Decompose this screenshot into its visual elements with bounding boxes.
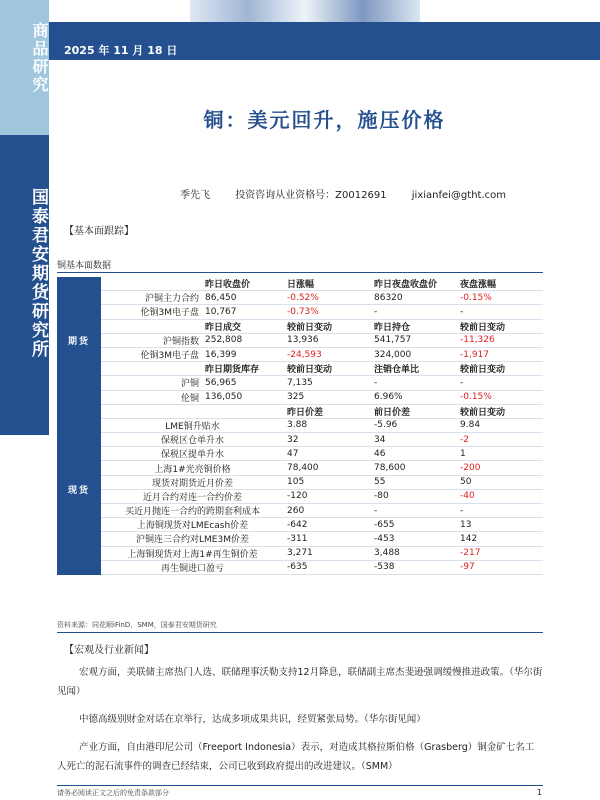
report-title: 铜：美元回升，施压价格 [203, 108, 446, 132]
table-cell: - [371, 376, 457, 390]
table-cell: -538 [371, 560, 457, 574]
news-paragraph-industry: 产业方面，自由港印尼公司（Freeport Indonesia）表示，对造成其格拉斯伯格（Grasberg）铜金矿七名工人死亡的泥石流事件的调查已经结束，公司已收到政府提出的改进建议。（SMM） [57, 742, 535, 772]
sidebar-bottom-label: 国泰君安期货研究所 [28, 188, 48, 359]
column-header: 较前日变动 [457, 319, 543, 333]
table-row [57, 418, 543, 432]
section-rule [57, 632, 543, 633]
table-cell: 324,000 [371, 347, 457, 361]
row-label [101, 277, 202, 291]
table-cell: 46 [371, 447, 457, 461]
row-label: 上海1#光亮铜价格 [101, 461, 284, 475]
table-row [57, 532, 543, 546]
column-header: 昨日持仓 [371, 319, 457, 333]
table-row [57, 333, 543, 347]
table-row [57, 447, 543, 461]
author-line [180, 186, 528, 201]
table-row [57, 518, 543, 532]
table-cell: -0.52% [284, 291, 371, 305]
table-cell: 142 [457, 532, 543, 546]
row-label: 上海铜现货对上海1#再生铜价差 [101, 546, 284, 560]
table-row [57, 433, 543, 447]
column-header: 较前日变动 [457, 362, 543, 376]
table-cell: 3,488 [371, 546, 457, 560]
table-cell: 136,050 [202, 390, 284, 404]
table-cell: -311 [284, 532, 371, 546]
column-header: 昨日成交 [202, 319, 284, 333]
table-cell: -24,593 [284, 347, 371, 361]
sidebar [0, 0, 49, 800]
row-label: 上海铜现货对LMEcash价差 [101, 518, 284, 532]
table-cell: 34 [371, 433, 457, 447]
table-cell: 16,399 [202, 347, 284, 361]
table-cell: 1 [457, 447, 543, 461]
table-cell: -5.96 [371, 418, 457, 432]
table-row [57, 305, 543, 319]
row-label: 伦铜3M电子盘 [101, 347, 202, 361]
table-cell: 32 [284, 433, 371, 447]
table-cell: 10,767 [202, 305, 284, 319]
row-label: 保税区提单升水 [101, 447, 284, 461]
table-cell: 6.96% [371, 390, 457, 404]
row-label: 保税区仓单升水 [101, 433, 284, 447]
table-cell: -0.15% [457, 291, 543, 305]
report-date: 2025 年 11 月 18 日 [64, 44, 178, 57]
table-cell: 3,271 [284, 546, 371, 560]
table-cell: -217 [457, 546, 543, 560]
column-header: 昨日夜盘收盘价 [371, 277, 457, 291]
table-cell: -642 [284, 518, 371, 532]
header-banner-image [190, 0, 420, 22]
table-cell: 86320 [371, 291, 457, 305]
column-header: 前日价差 [371, 404, 457, 418]
table-cell: - [457, 305, 543, 319]
row-label: 现货对期货近月价差 [101, 475, 284, 489]
table-header-row [57, 362, 543, 376]
news-paragraph-dialogue: 中德高级别财金对话在京举行，达成多项成果共识，经贸紧张局势。（华尔街见闻） [79, 714, 426, 725]
table-header-row [57, 319, 543, 333]
table-cell: -655 [371, 518, 457, 532]
section-heading-fundamentals: 【基本面跟踪】 [64, 226, 134, 237]
author-license: 投资咨询从业资格号：Z0012691 [235, 190, 387, 201]
table-cell: 56,965 [202, 376, 284, 390]
row-label [101, 404, 284, 418]
category-futures: 期货 [57, 277, 101, 404]
table-cell: 9.84 [457, 418, 543, 432]
table-header-row [57, 277, 543, 291]
section-heading-news: 【宏观及行业新闻】 [64, 645, 154, 656]
table-cell: 325 [284, 390, 371, 404]
table-cell: 55 [371, 475, 457, 489]
table-cell: 13 [457, 518, 543, 532]
table-cell: 105 [284, 475, 371, 489]
table-row [57, 291, 543, 305]
table-cell: 7,135 [284, 376, 371, 390]
table-cell: 252,808 [202, 333, 284, 347]
row-label: 伦铜3M电子盘 [101, 305, 202, 319]
column-header: 日涨幅 [284, 277, 371, 291]
table-cell: -1,917 [457, 347, 543, 361]
column-header: 夜盘涨幅 [457, 277, 543, 291]
table-cell: -120 [284, 489, 371, 503]
category-spot: 现货 [57, 404, 101, 574]
table-source: 资料来源：同花顺iFinD，SMM，国泰君安期货研究 [57, 621, 217, 629]
row-label: 沪铜 [101, 376, 202, 390]
table-row [57, 504, 543, 518]
table-cell: -0.73% [284, 305, 371, 319]
table-caption: 铜基本面数据 [57, 261, 112, 271]
table-cell: 3.88 [284, 418, 371, 432]
table-header-row [57, 404, 543, 418]
table-cell: -40 [457, 489, 543, 503]
table-cell: - [457, 504, 543, 518]
column-header: 昨日期货库存 [202, 362, 284, 376]
table-cell: - [371, 504, 457, 518]
footer-rule [57, 785, 543, 786]
table-row [57, 546, 543, 560]
footer-disclaimer: 请务必阅读正文之后的免责条款部分 [57, 789, 169, 797]
row-label: 买近月抛连一合约的跨期套利成本 [101, 504, 284, 518]
row-label: 沪铜指数 [101, 333, 202, 347]
news-paragraph-macro: 宏观方面，美联储主席热门人选、联储理事沃勒支持12月降息，联储副主席杰斐逊强调缓慢推进政策。（华尔街见闻） [57, 667, 543, 697]
author-name: 季先飞 [180, 190, 210, 201]
column-header: 昨日收盘价 [202, 277, 284, 291]
table-cell: 13,936 [284, 333, 371, 347]
table-cell: 50 [457, 475, 543, 489]
table-cell: 86,450 [202, 291, 284, 305]
row-label: 沪铜连三合约对LME3M价差 [101, 532, 284, 546]
table-cell: 78,400 [284, 461, 371, 475]
column-header: 较前日变动 [457, 404, 543, 418]
table-top-rule [57, 272, 543, 273]
row-label: 伦铜 [101, 390, 202, 404]
table-row [57, 461, 543, 475]
table-cell: -11,326 [457, 333, 543, 347]
table-row [57, 376, 543, 390]
table-row [57, 390, 543, 404]
table-cell: -97 [457, 560, 543, 574]
row-label: 沪铜主力合约 [101, 291, 202, 305]
table-row [57, 347, 543, 361]
table-cell: - [371, 305, 457, 319]
row-label [101, 319, 202, 333]
column-header: 较前日变动 [284, 362, 371, 376]
table-cell: 47 [284, 447, 371, 461]
row-label [101, 362, 202, 376]
table-cell: -0.15% [457, 390, 543, 404]
sidebar-top-label: 商品研究 [30, 22, 49, 94]
table-row [57, 489, 543, 503]
table-cell: -635 [284, 560, 371, 574]
row-label: 再生铜进口盈亏 [101, 560, 284, 574]
page-number: 1 [537, 788, 543, 797]
table-row [57, 475, 543, 489]
table-cell: -2 [457, 433, 543, 447]
row-label: LME铜升贴水 [101, 418, 284, 432]
table-cell: -200 [457, 461, 543, 475]
table-row [57, 560, 543, 574]
fundamentals-table [57, 277, 543, 575]
column-header: 注销仓单比 [371, 362, 457, 376]
column-header: 昨日价差 [284, 404, 371, 418]
table-cell: -80 [371, 489, 457, 503]
table-cell: 260 [284, 504, 371, 518]
table-cell: -453 [371, 532, 457, 546]
table-cell: 78,600 [371, 461, 457, 475]
column-header: 较前日变动 [284, 319, 371, 333]
table-cell: 541,757 [371, 333, 457, 347]
table-cell: - [457, 376, 543, 390]
row-label: 近月合约对连一合约价差 [101, 489, 284, 503]
author-email[interactable]: jixianfei@gtht.com [411, 190, 506, 201]
